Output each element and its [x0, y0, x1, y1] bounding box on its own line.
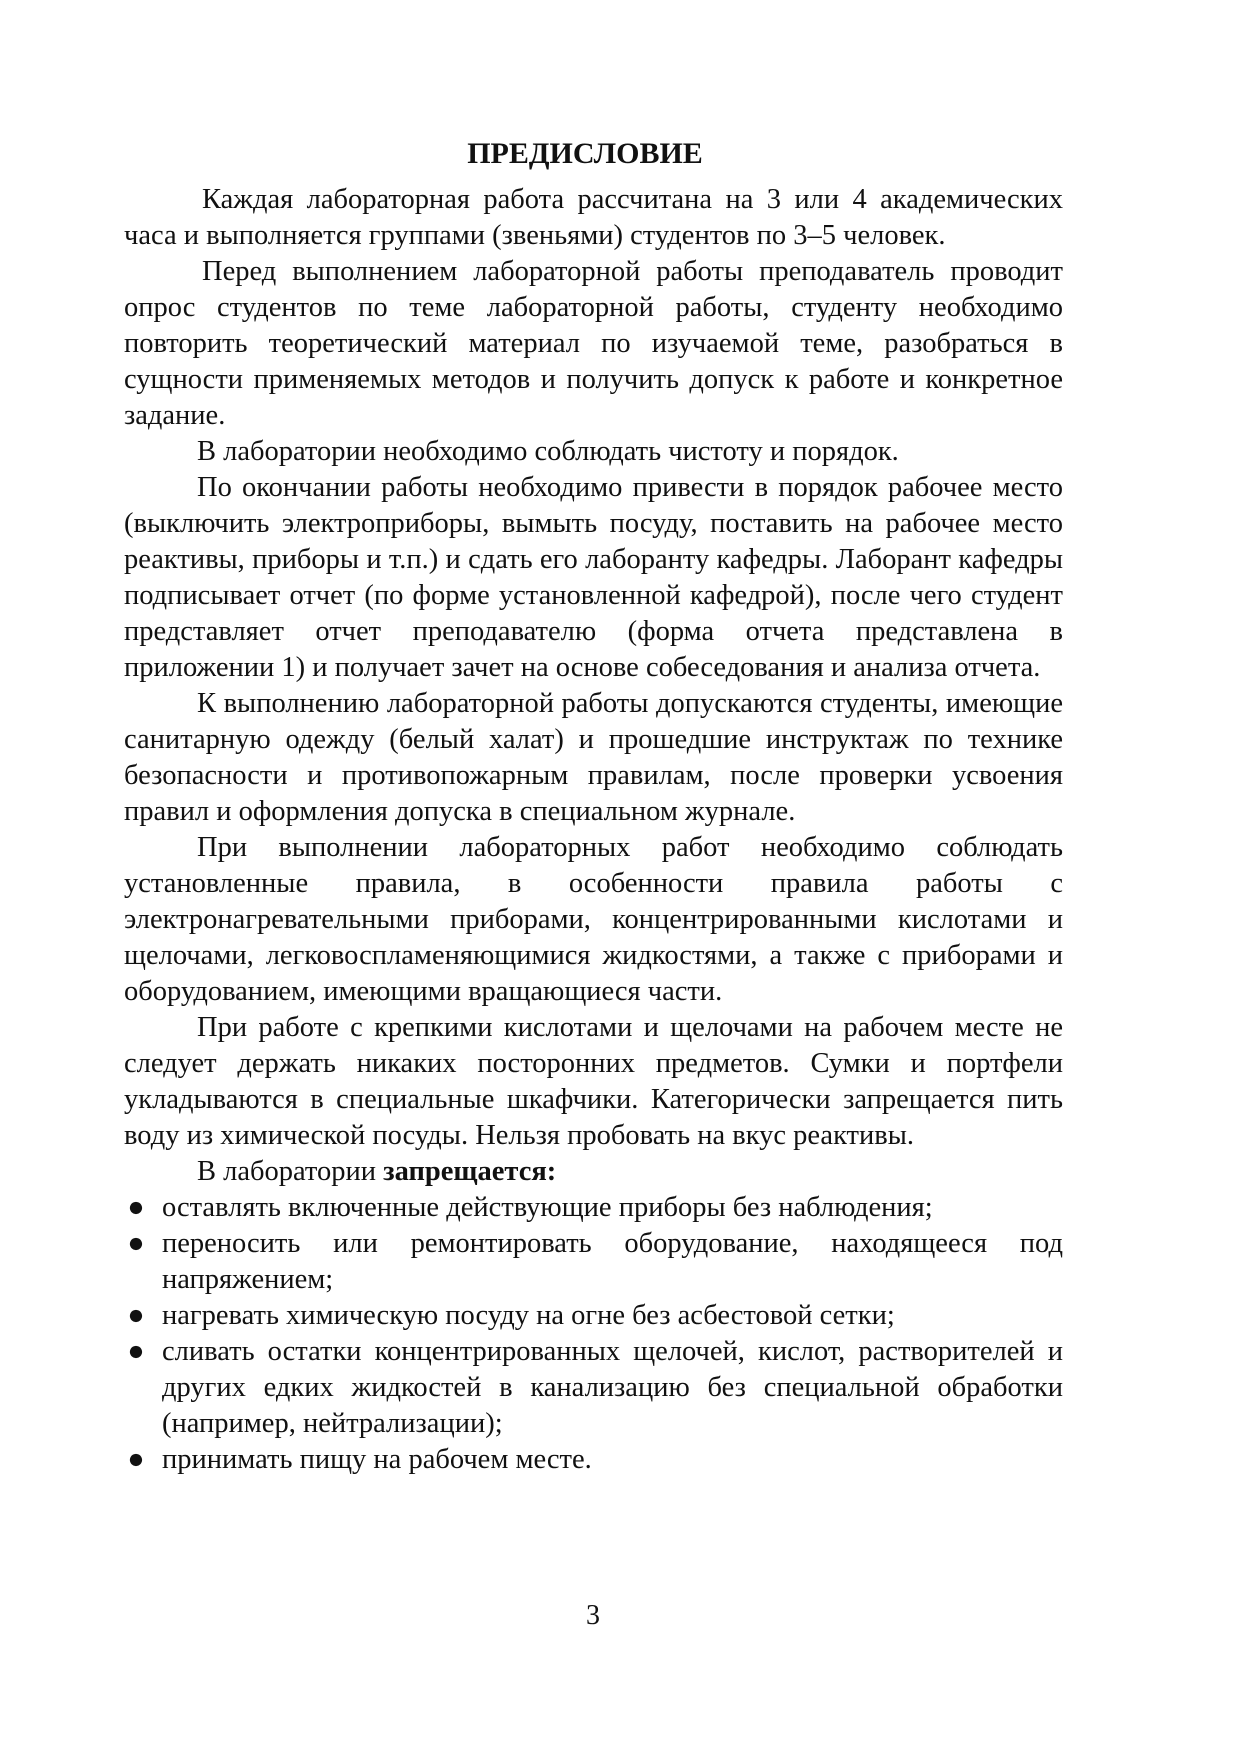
paragraph: Перед выполнением лабораторной работы преподаватель проводит опрос студентов по теме лабораторной работы, студенту необходимо повторить теоретический материал по изучаемой теме, разобраться в сущности применяемых методов и получить допуск к работе и конкретное задание.: [124, 256, 1063, 431]
paragraph: При работе с крепкими кислотами и щелочами на рабочем месте не следует держать никаких посторонних предметов. Сумки и портфели укладываются в специальные шкафчики. Категорически запрещается пить воду из химической посуды. Нельзя пробовать на вкус реактивы.: [124, 1012, 1063, 1151]
paragraph: По окончании работы необходимо привести в порядок рабочее место (выключить электроприборы, вымыть посуду, поставить на рабочее место реактивы, приборы и т.п.) и сдать его лаборанту кафедры. Лаборант кафедры подписывает отчет (по форме установленной кафедрой), после чего студент представляет отчет преподавателю (форма отчета представлена в приложении 1) и получает зачет на основе собеседования и анализа отчета.: [124, 472, 1063, 683]
paragraph: Каждая лабораторная работа рассчитана на 3 или 4 академических часа и выполняется группами (звеньями) студентов по 3–5 человек.: [124, 184, 1063, 251]
paragraph: При выполнении лабораторных работ необходимо соблюдать установленные правила, в особенности правила работы с электронагревательными приборами, концентрированными кислотами и щелочами, легковоспламеняющимися жидкостями, а также с приборами и оборудованием, имеющими вращающиеся части.: [124, 832, 1063, 1007]
bullet-icon: ●: [127, 1444, 145, 1475]
list-item: [124, 1298, 1063, 1334]
bullet-icon: ●: [127, 1300, 145, 1331]
page-number: 3: [586, 1600, 600, 1631]
document-body: [124, 182, 1063, 1478]
prohibition-heading: [124, 1154, 1063, 1190]
list-item-text: оставлять включенные действующие приборы без наблюдения;: [162, 1192, 933, 1223]
list-item-text: переносить или ремонтировать оборудование, находящееся под напряжением;: [162, 1228, 1063, 1295]
paragraph: К выполнению лабораторной работы допускаются студенты, имеющие санитарную одежду (белый халат) и прошедшие инструктаж по технике безопасности и противопожарным правилам, после проверки усвоения правил и оформления допуска в специальном журнале.: [124, 688, 1063, 827]
bullet-icon: ●: [127, 1336, 145, 1367]
prohibition-bold: запрещается:: [383, 1156, 557, 1187]
list-item: [124, 1442, 1063, 1478]
list-item: [124, 1334, 1063, 1442]
paragraph: В лаборатории необходимо соблюдать чистоту и порядок.: [197, 436, 899, 467]
list-item: [124, 1226, 1063, 1298]
prohibition-intro: В лаборатории: [197, 1156, 377, 1187]
bullet-icon: ●: [127, 1228, 145, 1259]
list-item: [124, 1190, 1063, 1226]
list-item-text: принимать пищу на рабочем месте.: [162, 1444, 592, 1475]
list-item-text: нагревать химическую посуду на огне без асбестовой сетки;: [162, 1300, 895, 1331]
prohibition-list: [124, 1190, 1063, 1478]
list-item-text: сливать остатки концентрированных щелочей, кислот, растворителей и других едких жидкостей в канализацию без специальной обработки (например, нейтрализации);: [162, 1336, 1063, 1439]
page-title: ПРЕДИСЛОВИЕ: [467, 137, 703, 170]
bullet-icon: ●: [127, 1192, 145, 1223]
